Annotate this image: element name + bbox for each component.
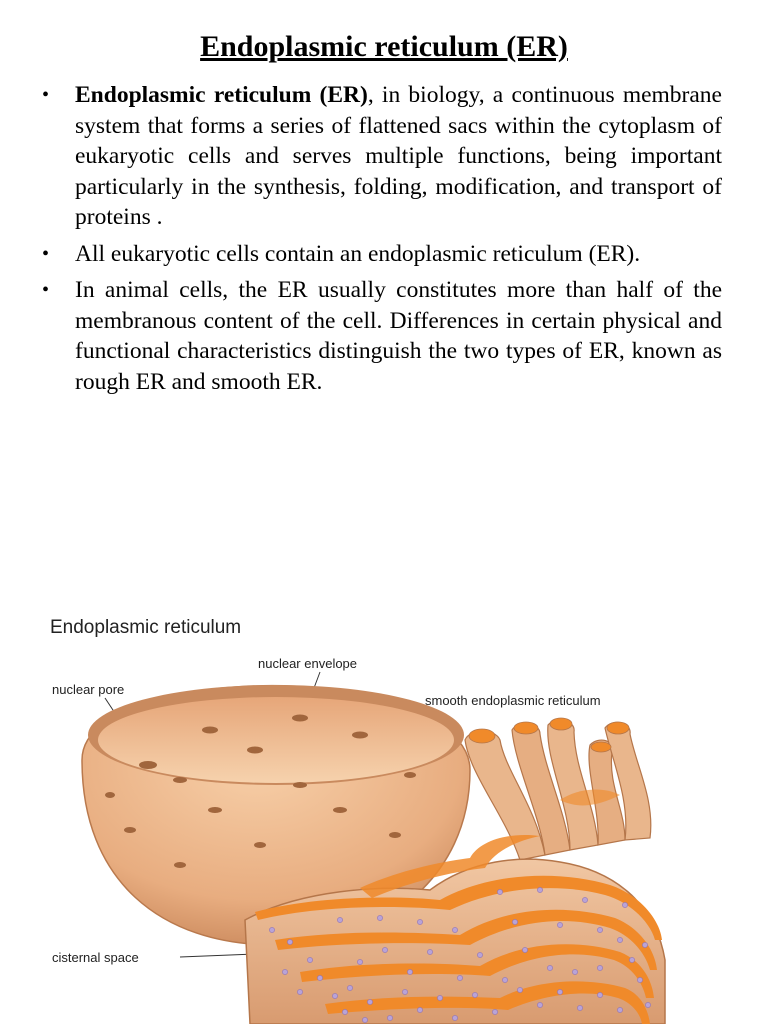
label-cisternal-space: cisternal space	[52, 950, 139, 965]
er-diagram	[0, 600, 768, 1024]
bullet-item-animal-cells	[40, 275, 722, 397]
bullet-item-eukaryotic	[40, 239, 722, 270]
label-smooth-er: smooth endoplasmic reticulum	[425, 693, 601, 708]
bullet-text: In animal cells, the ER usually constitutes more than half of the membranous content of the cell. Differences in certain physical and functional characteristics distinguish the two types of ER, known as rough ER and smooth ER.	[75, 277, 722, 395]
label-nuclear-pore: nuclear pore	[52, 682, 125, 697]
bullet-text: , in biology, a continuous membrane system that forms a series of flattened sacs within the cytoplasm of eukaryotic cells and serves multiple functions, being important particularly in the synthesis, folding, modification, and transport of proteins .	[75, 82, 722, 230]
page-title: Endoplasmic reticulum (ER)	[200, 30, 568, 63]
bullet-text: All eukaryotic cells contain an endoplasmic reticulum (ER).	[75, 240, 641, 267]
smooth-er	[465, 718, 651, 860]
figure-title: Endoplasmic reticulum	[50, 617, 242, 638]
bullet-list	[40, 80, 722, 403]
bullet-item-definition	[40, 80, 722, 233]
er-illustration	[0, 600, 768, 1024]
bullet-bold-term: Endoplasmic reticulum (ER)	[75, 82, 368, 108]
label-nuclear-envelope: nuclear envelope	[258, 656, 358, 671]
